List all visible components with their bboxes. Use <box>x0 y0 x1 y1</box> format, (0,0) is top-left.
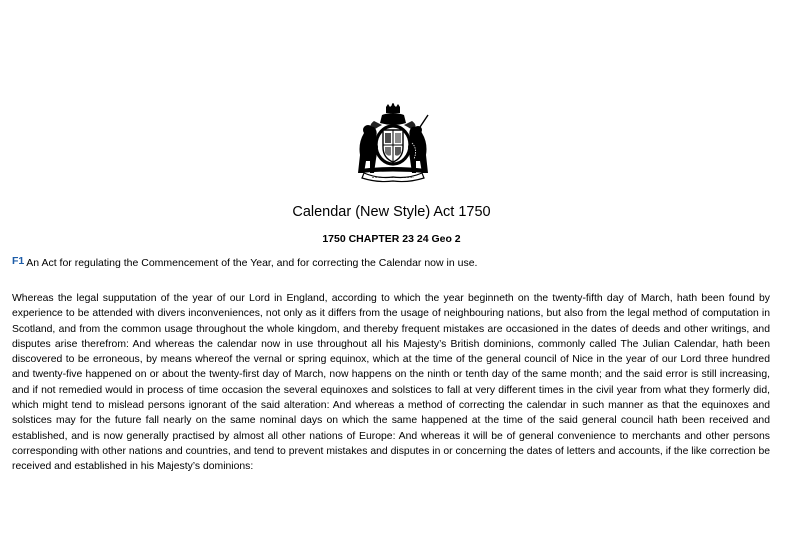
chapter-citation: 1750 CHAPTER 23 24 Geo 2 <box>322 233 461 245</box>
preamble-text: Whereas the legal supputation of the year of our Lord in England, according to which the year beginneth on the twenty-fifth day of March, hath been found by experience to be attended with divers inconveniences, not only as it differs from the usage of neighbouring nations, but also from the legal method of computation in Scotland, and from the common usage throughout the whole kingdom, and thereby frequent mistakes are occasioned in the dates of deeds and other writings, and disputes arise therefrom: And whereas the calendar now in use throughout all his Majesty’s British dominions, commonly called The Julian Calendar, hath been discovered to be erroneous, by means whereof the vernal or spring equinox, which at the time of the general council of Nice in the year of our Lord three hundred and twenty-five happened on or about the twenty-first day of March, now happens on the ninth or tenth day of the same month; and the said error is still increasing, and if not remedied would in process of time occasion the several equinoxes and solstices to fall at very different times in the civil year from what they formerly did, which might tend to mislead persons ignorant of the said alteration: And whereas a method of correcting the calendar in such manner as that the equinoxes and solstices may for the future fall nearly on the same nominal days on which the same happened at the time of the said general council hath been received and established, and is now generally practised by almost all other nations of Europe: And whereas it will be of general convenience to merchants and other persons corresponding with other nations and countries, and tend to prevent mistakes and disputes in or concerning the dates of letters and accounts, if the like correction be received and established in his Majesty’s dominions: <box>12 293 770 473</box>
crest-drawing <box>348 103 438 183</box>
long-title-line <box>12 256 772 270</box>
long-title: An Act for regulating the Commencement of the Year, and for correcting the Calendar now in use. <box>26 257 478 269</box>
royal-coat-of-arms-icon <box>348 103 438 183</box>
footnote-ref-link[interactable]: F1 <box>12 255 25 267</box>
act-title: Calendar (New Style) Act 1750 <box>292 204 491 220</box>
